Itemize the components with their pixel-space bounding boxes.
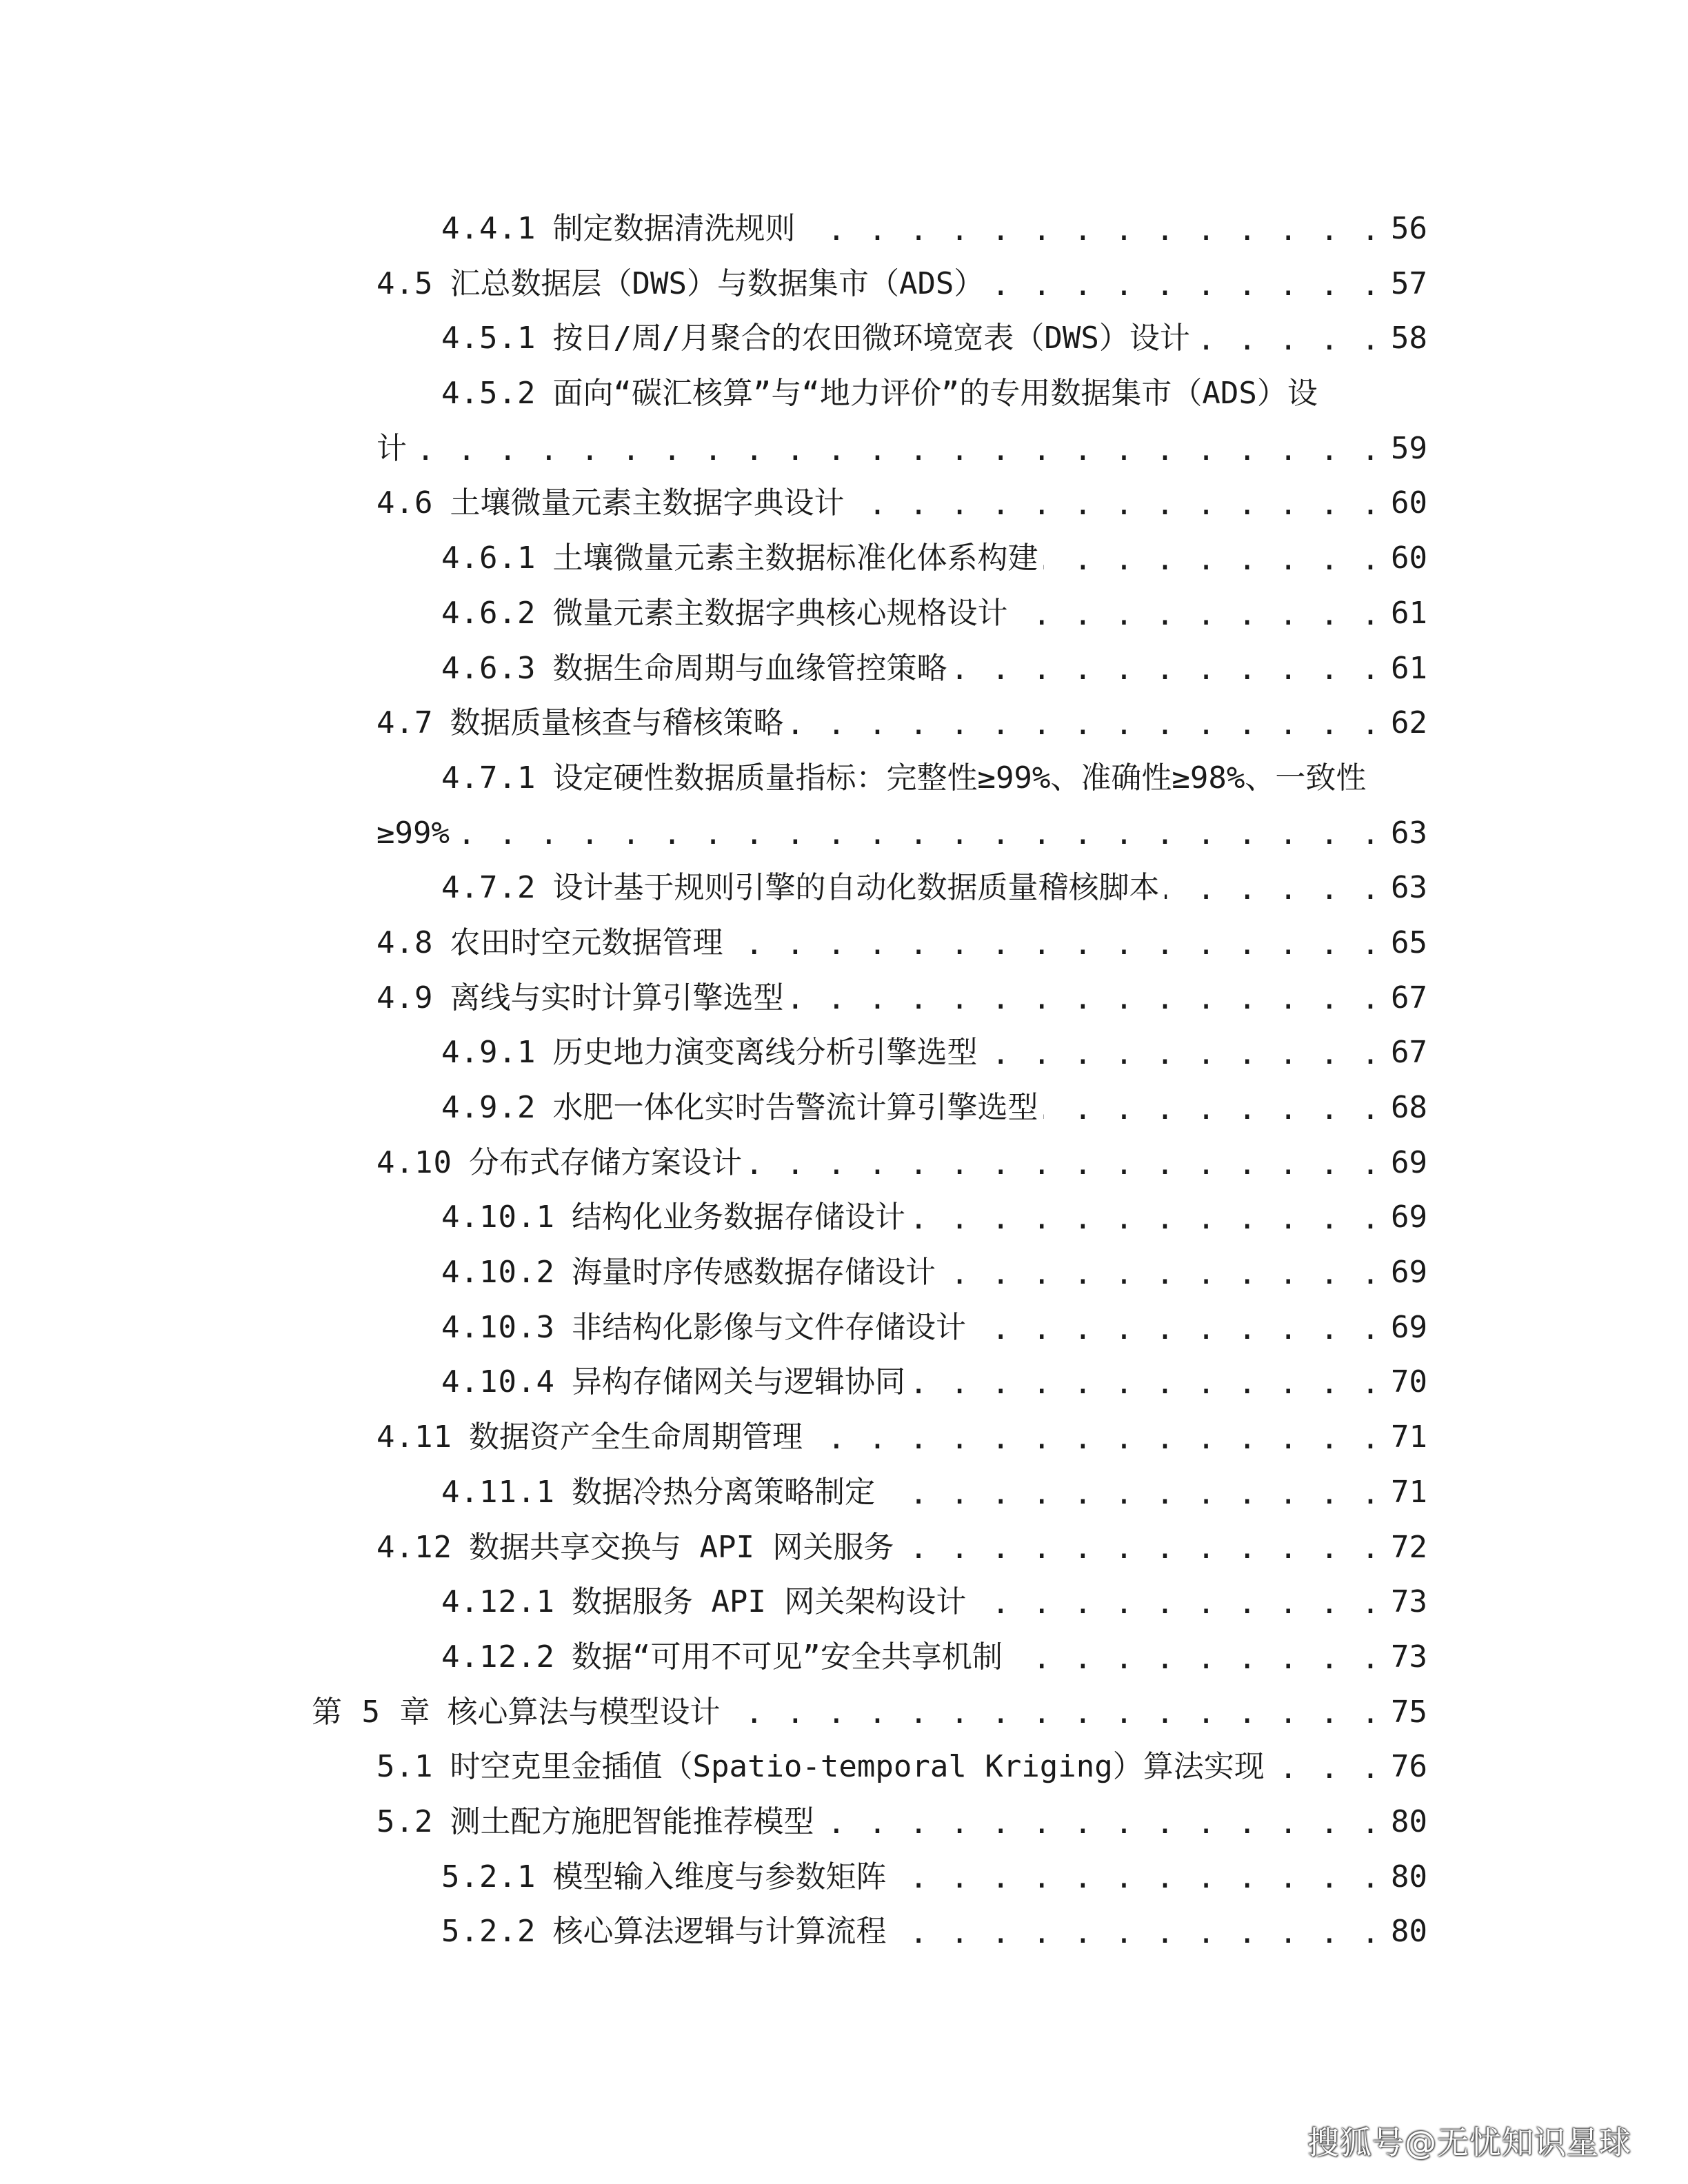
toc-entry-title: 按日/周/月聚合的农田微环境宽表（DWS）设计 — [552, 321, 1190, 356]
dot-leader — [892, 1856, 1382, 1897]
toc-entry-title: 时空克里金插值（Spatio-temporal Kriging）算法实现 — [450, 1749, 1265, 1785]
toc-entry-title: 异构存储网关与逻辑协同 — [571, 1364, 905, 1400]
toc-entry-title: 核心算法逻辑与计算流程 — [552, 1914, 887, 1950]
dot-leader — [455, 812, 1382, 853]
dot-leader — [1270, 1746, 1382, 1788]
toc-entry-title: 测土配方施肥智能推荐模型 — [450, 1803, 814, 1839]
toc-entry-page: 62 — [1391, 705, 1427, 741]
toc-entry-page: 80 — [1391, 1803, 1427, 1839]
toc-entry[interactable] — [0, 476, 1688, 531]
toc-entry[interactable] — [0, 1245, 1688, 1300]
toc-entry[interactable] — [0, 1410, 1688, 1465]
toc-entry-title: 海量时序传感数据存储设计 — [571, 1255, 936, 1291]
toc-entry[interactable] — [0, 256, 1688, 312]
toc-entry[interactable] — [0, 1850, 1688, 1905]
toc-entry-number: 4.6.1 — [441, 540, 536, 576]
toc-entry-title: 制定数据清洗规则 — [552, 211, 796, 246]
dot-leader — [1043, 538, 1382, 579]
dot-leader — [801, 208, 1382, 250]
toc-entry-title: 汇总数据层（DWS）与数据集市（ADS） — [450, 265, 985, 301]
toc-entry-title: 土壤微量元素主数据字典设计 — [450, 485, 845, 521]
toc-entry-number: 5.2 — [376, 1803, 434, 1839]
toc-entry-title: 非结构化影像与文件存储设计 — [571, 1309, 966, 1345]
toc-entry-number: 4.7.2 — [441, 870, 536, 906]
toc-entry[interactable] — [0, 696, 1688, 751]
toc-entry-number: 4.12.2 — [441, 1639, 555, 1675]
toc-entry-page: 75 — [1391, 1694, 1427, 1730]
toc-entry-page: 57 — [1391, 265, 1427, 301]
dot-leader — [911, 1362, 1382, 1403]
dot-leader — [1013, 593, 1382, 634]
toc-entry-page: 71 — [1391, 1474, 1427, 1510]
table-of-contents — [0, 201, 1688, 1959]
toc-entry-title-continuation: ≥99% — [376, 815, 450, 851]
toc-entry[interactable] — [0, 1465, 1688, 1520]
toc-entry-continuation[interactable] — [0, 421, 1688, 476]
toc-entry-title: 土壤微量元素主数据标准化体系构建 — [552, 540, 1038, 576]
dot-leader — [989, 263, 1382, 305]
toc-entry-number: 4.11 — [376, 1419, 452, 1455]
toc-entry-page: 56 — [1391, 211, 1427, 246]
toc-entry-number: 4.12 — [376, 1529, 452, 1565]
toc-entry[interactable] — [0, 1355, 1688, 1410]
toc-entry-page: 72 — [1391, 1529, 1427, 1565]
dot-leader — [850, 483, 1382, 524]
dot-leader — [728, 922, 1382, 964]
toc-entry-title: 核心算法与模型设计 — [447, 1694, 721, 1730]
toc-entry[interactable] — [0, 1025, 1688, 1080]
toc-entry[interactable] — [0, 1575, 1688, 1630]
toc-entry[interactable] — [0, 586, 1688, 641]
toc-entry-number: 4.9 — [376, 980, 434, 1015]
toc-entry-page: 73 — [1391, 1584, 1427, 1620]
toc-entry-number: 4.10.3 — [441, 1309, 555, 1345]
toc-entry-title: 水肥一体化实时告警流计算引擎选型 — [552, 1090, 1038, 1125]
toc-entry-page: 59 — [1391, 430, 1427, 466]
toc-entry-number: 4.7 — [376, 705, 434, 741]
toc-entry[interactable] — [0, 366, 1688, 421]
toc-entry-number: 4.5 — [376, 265, 434, 301]
toc-entry-title: 设计基于规则引擎的自动化数据质量稽核脚本 — [552, 870, 1160, 906]
toc-entry-page: 60 — [1391, 540, 1427, 576]
dot-leader — [725, 1691, 1382, 1732]
toc-entry-number: 4.10.1 — [441, 1200, 555, 1235]
toc-entry-title: 微量元素主数据字典核心规格设计 — [552, 595, 1008, 631]
toc-entry[interactable] — [0, 531, 1688, 586]
dot-leader — [911, 1197, 1382, 1238]
toc-entry-title: 结构化业务数据存储设计 — [571, 1200, 905, 1235]
dot-leader — [972, 1307, 1382, 1348]
toc-entry-number: 4.10.2 — [441, 1255, 555, 1291]
toc-entry-number: 4.6.2 — [441, 595, 536, 631]
toc-entry-page: 73 — [1391, 1639, 1427, 1675]
toc-entry-number: 第 5 章 — [312, 1694, 431, 1730]
dot-leader — [1043, 1087, 1382, 1129]
watermark: 搜狐号@无忧知识星球 — [1307, 2124, 1631, 2161]
toc-entry-title-continuation: 计 — [376, 430, 407, 466]
toc-entry[interactable] — [0, 201, 1688, 256]
dot-leader — [819, 1801, 1382, 1843]
toc-entry-title: 模型输入维度与参数矩阵 — [552, 1859, 887, 1894]
toc-entry-number: 5.2.1 — [441, 1859, 536, 1894]
toc-entry-page: 69 — [1391, 1144, 1427, 1180]
dot-leader — [789, 977, 1382, 1018]
toc-entry-title: 离线与实时计算引擎选型 — [450, 980, 784, 1015]
dot-leader — [808, 1417, 1382, 1458]
toc-entry-number: 4.5.1 — [441, 321, 536, 356]
toc-entry-title: 数据质量核查与稽核策略 — [450, 705, 784, 741]
toc-entry-continuation[interactable] — [0, 806, 1688, 861]
toc-entry-title: 数据冷热分离策略制定 — [571, 1474, 875, 1510]
toc-entry[interactable] — [0, 1520, 1688, 1575]
toc-entry-title: 数据服务 API 网关架构设计 — [571, 1584, 967, 1620]
dot-leader — [1196, 318, 1382, 359]
toc-entry-number: 4.9.1 — [441, 1035, 536, 1071]
toc-entry[interactable] — [0, 971, 1688, 1026]
toc-entry-page: 69 — [1391, 1255, 1427, 1291]
toc-entry-number: 4.9.2 — [441, 1090, 536, 1125]
toc-entry-title: 历史地力演变离线分析引擎选型 — [552, 1035, 978, 1071]
toc-entry-page: 67 — [1391, 1035, 1427, 1071]
toc-entry-page: 63 — [1391, 870, 1427, 906]
toc-entry-page: 61 — [1391, 650, 1427, 686]
toc-entry-page: 68 — [1391, 1090, 1427, 1125]
toc-entry-page: 76 — [1391, 1749, 1427, 1785]
toc-entry-title: 数据生命周期与血缘管控策略 — [552, 650, 947, 686]
toc-entry-number: 4.6 — [376, 485, 434, 521]
toc-entry-number: 4.10 — [376, 1144, 452, 1180]
toc-entry[interactable] — [0, 1739, 1688, 1794]
dot-leader — [1008, 1637, 1382, 1678]
toc-entry-number: 4.12.1 — [441, 1584, 555, 1620]
toc-entry-title: 面向“碳汇核算”与“地力评价”的专用数据集市（ADS）设 — [552, 376, 1318, 412]
toc-entry-number: 4.10.4 — [441, 1364, 555, 1400]
toc-entry-page: 69 — [1391, 1200, 1427, 1235]
dot-leader — [881, 1472, 1382, 1513]
toc-entry[interactable] — [0, 916, 1688, 971]
toc-entry-page: 69 — [1391, 1309, 1427, 1345]
toc-entry-title: 设定硬性数据质量指标：完整性≥99%、准确性≥98%、一致性 — [552, 760, 1367, 796]
toc-entry-number: 4.8 — [376, 924, 434, 960]
dot-leader — [892, 1911, 1382, 1952]
dot-leader — [899, 1526, 1382, 1568]
toc-entry-number: 4.11.1 — [441, 1474, 555, 1510]
dot-leader — [941, 1252, 1382, 1293]
toc-entry[interactable] — [0, 860, 1688, 916]
toc-entry-title: 数据资产全生命周期管理 — [468, 1419, 803, 1455]
toc-entry-page: 60 — [1391, 485, 1427, 521]
toc-entry-title: 数据“可用不可见”安全共享机制 — [571, 1639, 1003, 1675]
toc-entry[interactable] — [0, 1190, 1688, 1245]
toc-entry[interactable] — [0, 1794, 1688, 1850]
toc-entry-page: 80 — [1391, 1914, 1427, 1950]
toc-entry-number: 4.5.2 — [441, 376, 536, 412]
toc-entry-number: 4.7.1 — [441, 760, 536, 796]
toc-entry[interactable] — [0, 1300, 1688, 1355]
toc-entry-page: 58 — [1391, 321, 1427, 356]
toc-entry[interactable] — [0, 751, 1688, 806]
toc-entry[interactable] — [0, 1135, 1688, 1191]
toc-chapter-entry[interactable] — [0, 1685, 1688, 1740]
dot-leader — [747, 1142, 1382, 1184]
toc-entry-number: 4.4.1 — [441, 211, 536, 246]
toc-entry-page: 67 — [1391, 980, 1427, 1015]
toc-entry-title: 分布式存储方案设计 — [468, 1144, 742, 1180]
toc-entry-page: 70 — [1391, 1364, 1427, 1400]
toc-entry[interactable] — [0, 1630, 1688, 1685]
toc-entry-page: 63 — [1391, 815, 1427, 851]
toc-entry[interactable] — [0, 1904, 1688, 1959]
toc-entry-number: 5.2.2 — [441, 1914, 536, 1950]
toc-entry-page: 71 — [1391, 1419, 1427, 1455]
toc-entry-page: 61 — [1391, 595, 1427, 631]
toc-entry-number: 4.6.3 — [441, 650, 536, 686]
dot-leader — [1165, 867, 1382, 909]
dot-leader — [983, 1032, 1382, 1073]
toc-entry-page: 80 — [1391, 1859, 1427, 1894]
toc-entry[interactable] — [0, 1080, 1688, 1135]
toc-entry[interactable] — [0, 311, 1688, 366]
toc-entry-page: 65 — [1391, 924, 1427, 960]
toc-entry-title: 农田时空元数据管理 — [450, 924, 723, 960]
dot-leader — [412, 428, 1382, 469]
dot-leader — [952, 647, 1382, 689]
toc-entry-number: 5.1 — [376, 1749, 434, 1785]
toc-entry[interactable] — [0, 641, 1688, 696]
dot-leader — [972, 1581, 1382, 1623]
dot-leader — [789, 702, 1382, 744]
toc-entry-title: 数据共享交换与 API 网关服务 — [468, 1529, 894, 1565]
